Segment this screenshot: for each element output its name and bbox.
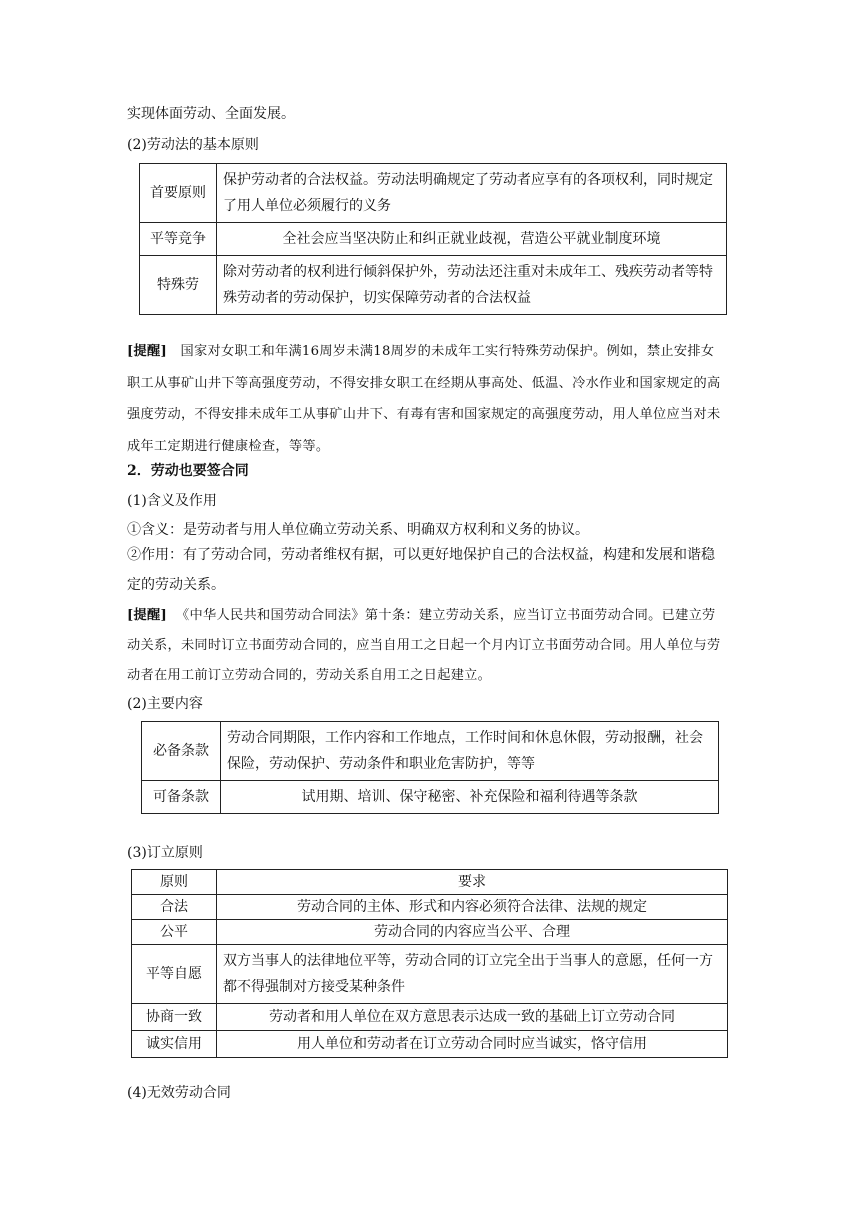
rule-value: 劳动者和用人单位在双方意思表示达成一致的基础上订立劳动合同 [217,1004,728,1031]
table-row [142,781,719,814]
function-text: ②作用：有了劳动合同，劳动者维权有据，可以更好地保护自己的合法权益，构建和发展和谐稳定的劳动关系。 [127,547,715,593]
clause-value: 劳动合同期限，工作内容和工作地点，工作时间和休息休假，劳动报酬，社会保险，劳动保护、劳动条件和职业危害防护，等等 [221,722,719,781]
subheading-principles: (3)订立原则 [127,845,203,861]
rule-key: 合法 [132,895,217,920]
principle-key: 特殊劳 [140,256,217,315]
table-row [140,223,727,256]
clause-key: 必备条款 [142,722,221,781]
table-row [140,256,727,315]
header-principle: 原则 [132,870,217,895]
clause-key: 可备条款 [142,781,221,814]
table-row [142,722,719,781]
rule-key: 公平 [132,920,217,945]
intro-line: 实现体面劳动、全面发展。 [127,106,295,122]
tip-text: 国家对女职工和年满16周岁未满18周岁的未成年工实行特殊劳动保护。例如，禁止安排女职工从事矿山井下等高强度劳动，不得安排女职工在经期从事高处、低温、冷水作业和国家规定的高强度劳动，不得安排未成年工从事矿山井下、有毒有害和国家规定的高强度劳动，用人单位应当对未成年工定期进行健康检查，等等。 [127,344,721,454]
rule-key: 协商一致 [132,1004,217,1031]
table-row [132,945,728,1004]
table-row [132,1004,728,1031]
subheading-meaning: (1)含义及作用 [127,493,217,509]
tip-text: 《中华人民共和国劳动合同法》第十条：建立劳动关系，应当订立书面劳动合同。已建立劳动关系，未同时订立书面劳动合同的，应当自用工之日起一个月内订立书面劳动合同。用人单位与劳动者在用工前订立劳动合同的，劳动关系自用工之日起建立。 [127,608,721,683]
rule-value: 双方当事人的法律地位平等，劳动合同的订立完全出于当事人的意愿，任何一方都不得强制对方接受某种条件 [217,945,728,1004]
rule-key: 平等自愿 [132,945,217,1004]
rule-value: 用人单位和劳动者在订立劳动合同时应当诚实，恪守信用 [217,1031,728,1058]
tip-paragraph-1 [127,336,727,462]
table-header-row [132,870,728,895]
table-row [140,164,727,223]
tip-paragraph-2 [127,601,727,691]
table-row [132,1031,728,1058]
principle-value: 除对劳动者的权利进行倾斜保护外，劳动法还注重对未成年工、残疾劳动者等特殊劳动者的劳动保护，切实保障劳动者的合法权益 [217,256,727,315]
rule-value: 劳动合同的主体、形式和内容必须符合法律、法规的规定 [217,895,728,920]
header-requirement: 要求 [217,870,728,895]
rule-key: 诚实信用 [132,1031,217,1058]
rule-value: 劳动合同的内容应当公平、合理 [217,920,728,945]
content-table [141,721,719,814]
principle-value: 全社会应当坚决防止和纠正就业歧视，营造公平就业制度环境 [217,223,727,256]
table-row [132,920,728,945]
subheading-invalid-contract: (4)无效劳动合同 [127,1085,231,1101]
principles-table [139,163,727,315]
tip-label: [提醒] [127,608,168,623]
principle-value: 保护劳动者的合法权益。劳动法明确规定了劳动者应享有的各项权利，同时规定了用人单位必须履行的义务 [217,164,727,223]
rules-table [131,869,728,1058]
table-row [132,895,728,920]
principle-key: 平等竞争 [140,223,217,256]
meaning-text: ①含义：是劳动者与用人单位确立劳动关系、明确双方权利和义务的协议。 [127,522,589,538]
clause-value: 试用期、培训、保守秘密、补充保险和福利待遇等条款 [221,781,719,814]
principle-key: 首要原则 [140,164,217,223]
heading-labor-contract: 2．劳动也要签合同 [127,463,249,479]
subheading-main-content: (2)主要内容 [127,696,203,712]
section-heading-principles: (2)劳动法的基本原则 [127,137,259,153]
tip-label: [提醒] [127,344,168,359]
